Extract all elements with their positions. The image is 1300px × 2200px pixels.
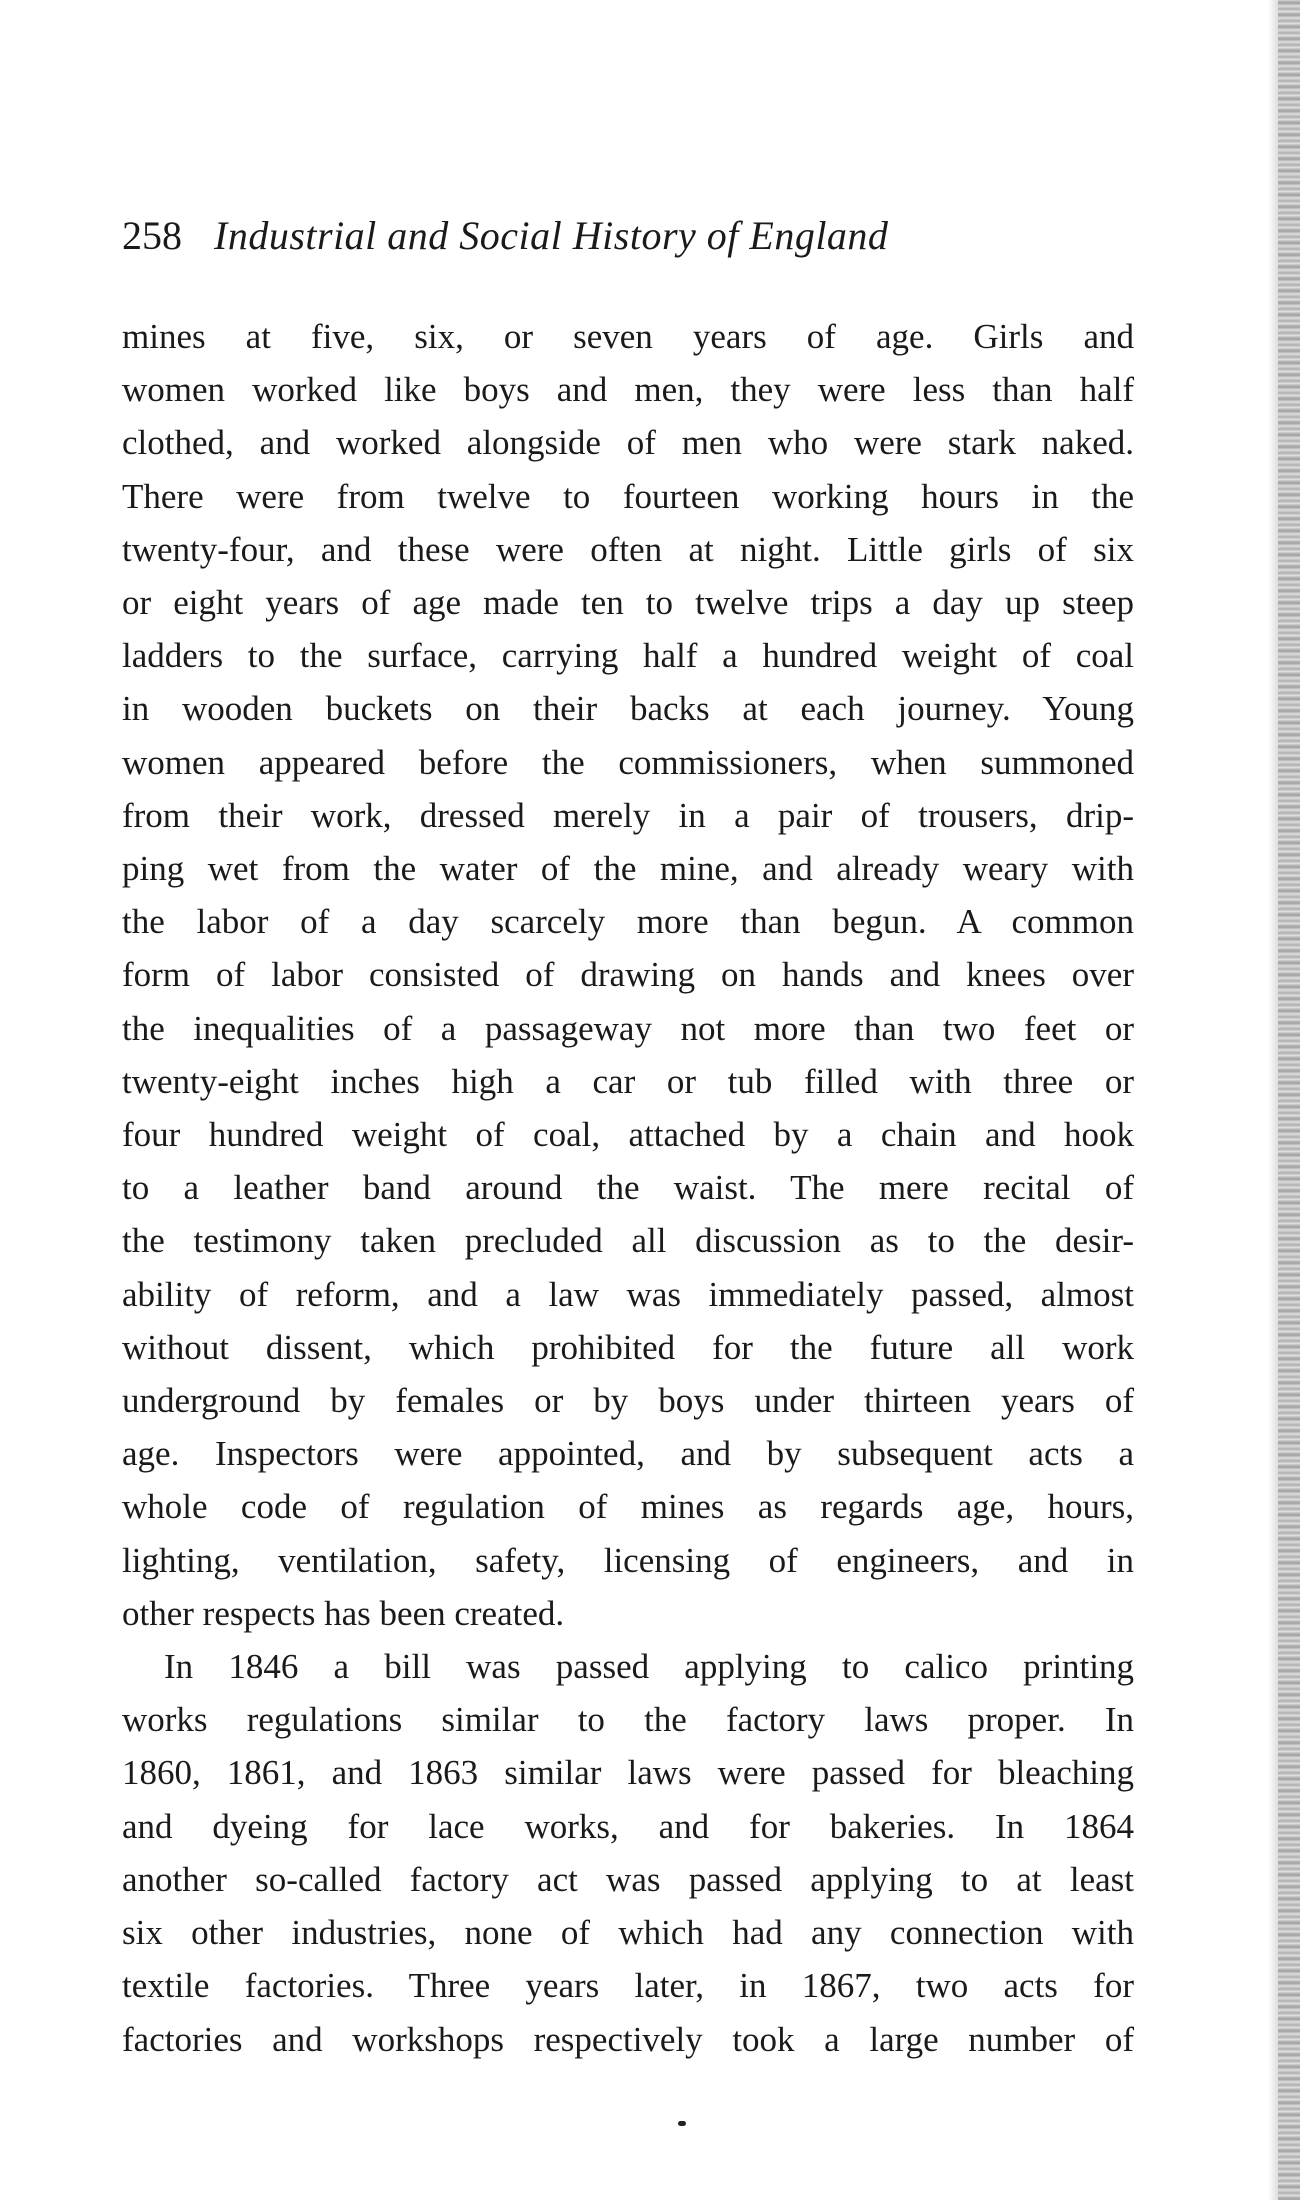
text-line: There were from twelve to fourteen working hours in the bbox=[122, 476, 1134, 516]
text-line: women appeared before the commissioners, when summoned bbox=[122, 742, 1134, 782]
running-title: Industrial and Social History of England bbox=[214, 213, 889, 258]
paragraph-1 bbox=[122, 310, 1134, 1640]
text-line: the labor of a day scarcely more than begun. A common bbox=[122, 902, 1134, 942]
text-line: form of labor consisted of drawing on hands and knees over bbox=[122, 955, 1134, 995]
text-line: four hundred weight of coal, attached by a chain and hook bbox=[122, 1115, 1134, 1155]
body-text bbox=[122, 310, 1134, 2066]
text-line: clothed, and worked alongside of men who were stark naked. bbox=[122, 423, 1134, 463]
text-line: women worked like boys and men, they were less than half bbox=[122, 370, 1134, 410]
text-line: without dissent, which prohibited for the future all work bbox=[122, 1327, 1134, 1367]
text-line: lighting, ventilation, safety, licensing of engineers, and in bbox=[122, 1540, 1134, 1580]
text-line: another so-called factory act was passed applying to at least bbox=[122, 1859, 1134, 1899]
text-line: the inequalities of a passageway not more than two feet or bbox=[122, 1008, 1134, 1048]
text-line: and dyeing for lace works, and for bakeries. In 1864 bbox=[122, 1806, 1134, 1846]
ink-speck bbox=[678, 2121, 686, 2126]
running-head bbox=[122, 212, 1132, 260]
text-line: ladders to the surface, carrying half a hundred weight of coal bbox=[122, 636, 1134, 676]
text-line: 1860, 1861, and 1863 similar laws were passed for bleaching bbox=[122, 1753, 1134, 1793]
text-line: mines at five, six, or seven years of age. Girls and bbox=[122, 317, 1134, 356]
text-line: twenty-eight inches high a car or tub filled with three or bbox=[122, 1061, 1134, 1101]
text-line: ability of reform, and a law was immediately passed, almost bbox=[122, 1274, 1134, 1314]
text-line: the testimony taken precluded all discussion as to the desir- bbox=[122, 1221, 1134, 1261]
text-line: in wooden buckets on their backs at each journey. Young bbox=[122, 689, 1134, 729]
text-line: underground by females or by boys under thirteen years of bbox=[122, 1381, 1134, 1421]
binding-edge bbox=[1278, 0, 1300, 2200]
paragraph-2 bbox=[122, 1640, 1134, 2066]
text-line: age. Inspectors were appointed, and by subsequent acts a bbox=[122, 1434, 1134, 1474]
text-line: ping wet from the water of the mine, and already weary with bbox=[122, 849, 1134, 889]
text-line: six other industries, none of which had any connection with bbox=[122, 1913, 1134, 1953]
text-line: or eight years of age made ten to twelve trips a day up steep bbox=[122, 583, 1134, 623]
text-line: textile factories. Three years later, in 1867, two acts for bbox=[122, 1966, 1134, 2006]
text-line: In 1846 a bill was passed applying to calico printing bbox=[164, 1647, 1134, 1687]
page-number: 258 bbox=[122, 213, 182, 258]
text-line: twenty-four, and these were often at night. Little girls of six bbox=[122, 529, 1134, 569]
text-line: from their work, dressed merely in a pair of trousers, drip- bbox=[122, 795, 1134, 835]
text-line: to a leather band around the waist. The mere recital of bbox=[122, 1168, 1134, 1208]
binding-shadow bbox=[1268, 0, 1278, 2200]
text-line: other respects has been created. bbox=[122, 1593, 565, 1633]
text-line: whole code of regulation of mines as regards age, hours, bbox=[122, 1487, 1134, 1527]
text-line: factories and workshops respectively took a large number of bbox=[122, 2019, 1134, 2059]
text-line: works regulations similar to the factory laws proper. In bbox=[122, 1700, 1134, 1740]
